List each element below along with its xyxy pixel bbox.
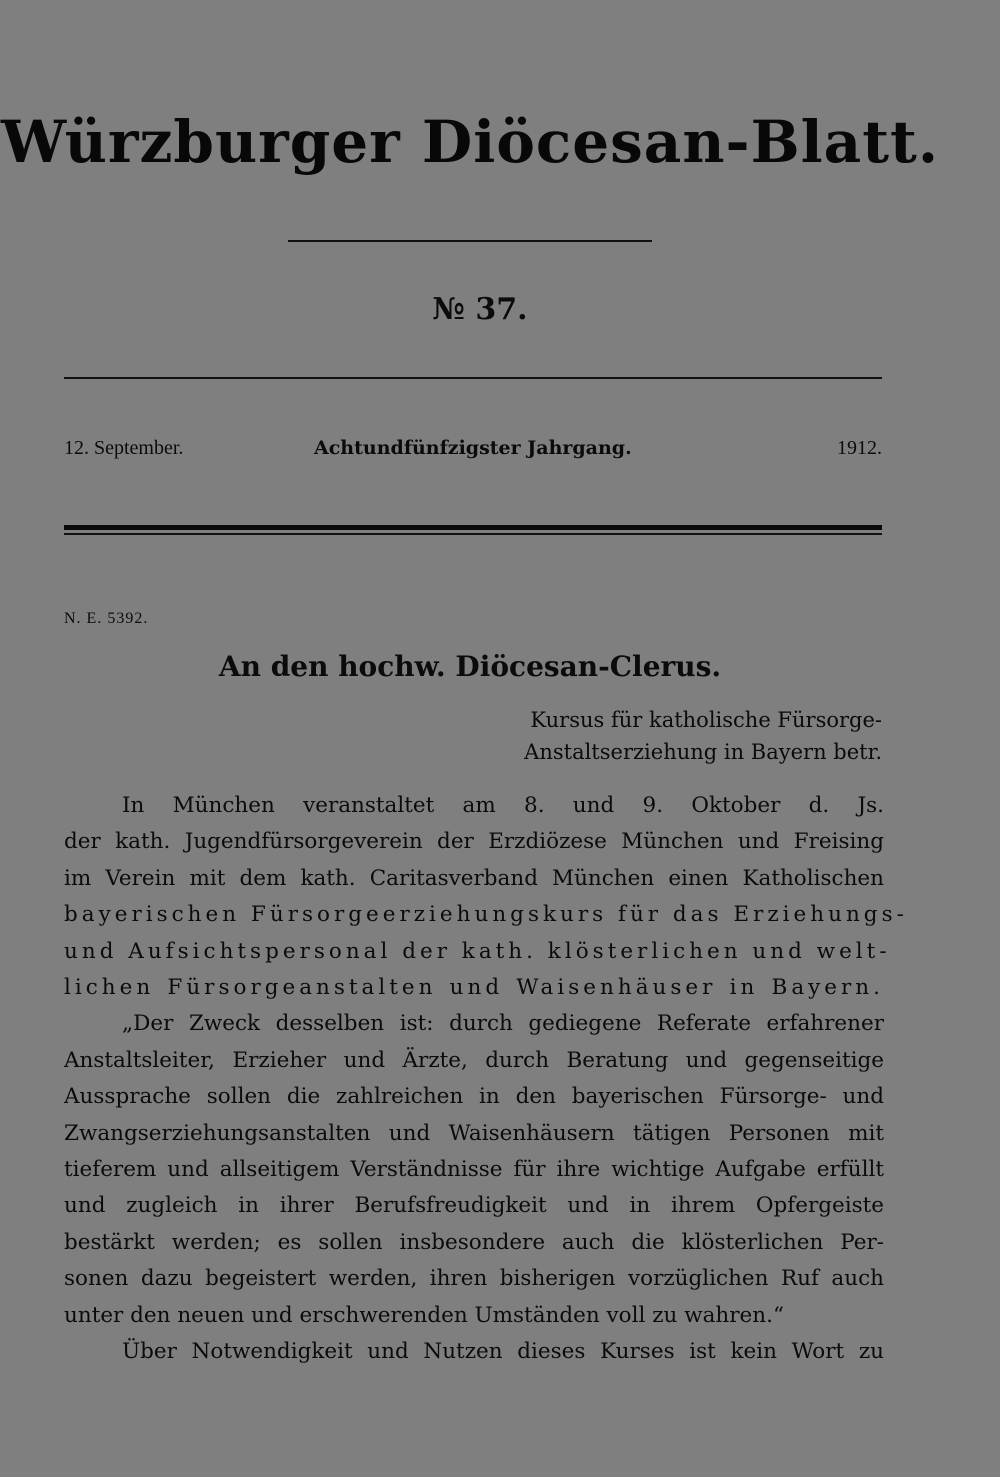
article-body [64, 788, 908, 1371]
paragraph-2 [64, 1006, 884, 1334]
issue-year: 1912. [837, 437, 882, 459]
article-subject [524, 704, 882, 768]
reference-number: N. E. 5392. [64, 610, 149, 627]
text-line: lichen Fürsorgeanstalten und Waisenhäuser in Bayern. [64, 975, 884, 1001]
volume-label: Achtundfünfzigster Jahrgang. [314, 437, 632, 459]
subject-line: Kursus für katholische Fürsorge- [530, 708, 882, 732]
text-line: „Der Zweck desselben ist: durch gediegene Referate erfahrener [122, 1011, 884, 1037]
paragraph-3 [64, 1334, 884, 1370]
issue-date: 12. September. [64, 437, 184, 459]
dateline-bottom-thin-rule [64, 533, 882, 535]
paragraph-1 [64, 788, 908, 1006]
text-line: unter den neuen und erschwerenden Umständen voll zu wahren.“ [64, 1302, 784, 1328]
text-line: Anstaltsleiter, Erzieher und Ärzte, durch Beratung und gegenseitige [64, 1047, 884, 1073]
dateline-bottom-thick-rule [64, 525, 882, 530]
text-line: Zwangserziehungsanstalten und Waisenhäusern tätigen Personen mit [64, 1120, 884, 1146]
text-line: und Aufsichtspersonal der kath. klösterlichen und welt- [64, 938, 891, 964]
text-line: und zugleich in ihrer Berufsfreudigkeit und in ihrem Opfergeiste [64, 1193, 884, 1219]
masthead-divider [288, 240, 652, 242]
subject-line: Anstaltserziehung in Bayern betr. [524, 740, 882, 764]
text-line: Aussprache sollen die zahlreichen in den bayerischen Fürsorge- und [64, 1084, 884, 1110]
masthead-title: Würzburger Diöcesan-Blatt. [0, 108, 940, 176]
article-heading: An den hochw. Diöcesan-Clerus. [218, 650, 722, 683]
dateline [64, 437, 882, 467]
text-line: In München veranstaltet am 8. und 9. Oktober d. Js. [122, 793, 884, 818]
text-line: bestärkt werden; es sollen insbesondere auch die klösterlichen Per- [64, 1229, 884, 1255]
text-line: der kath. Jugendfürsorgeverein der Erzdiözese München und Freising [64, 829, 884, 855]
text-line: bayerischen Fürsorgeerziehungskurs für das Erziehungs- [64, 902, 908, 928]
text-line: im Verein mit dem kath. Caritasverband München einen Katholischen [64, 865, 884, 891]
text-line: sonen dazu begeistert werden, ihren bisherigen vorzüglichen Ruf auch [64, 1266, 884, 1292]
dateline-top-rule [64, 377, 882, 379]
text-line: tieferem und allseitigem Verständnisse für ihre wichtige Aufgabe erfüllt [64, 1157, 884, 1183]
issue-number: № 37. [432, 292, 528, 327]
text-line: Über Notwendigkeit und Nutzen dieses Kurses ist kein Wort zu [122, 1339, 884, 1365]
